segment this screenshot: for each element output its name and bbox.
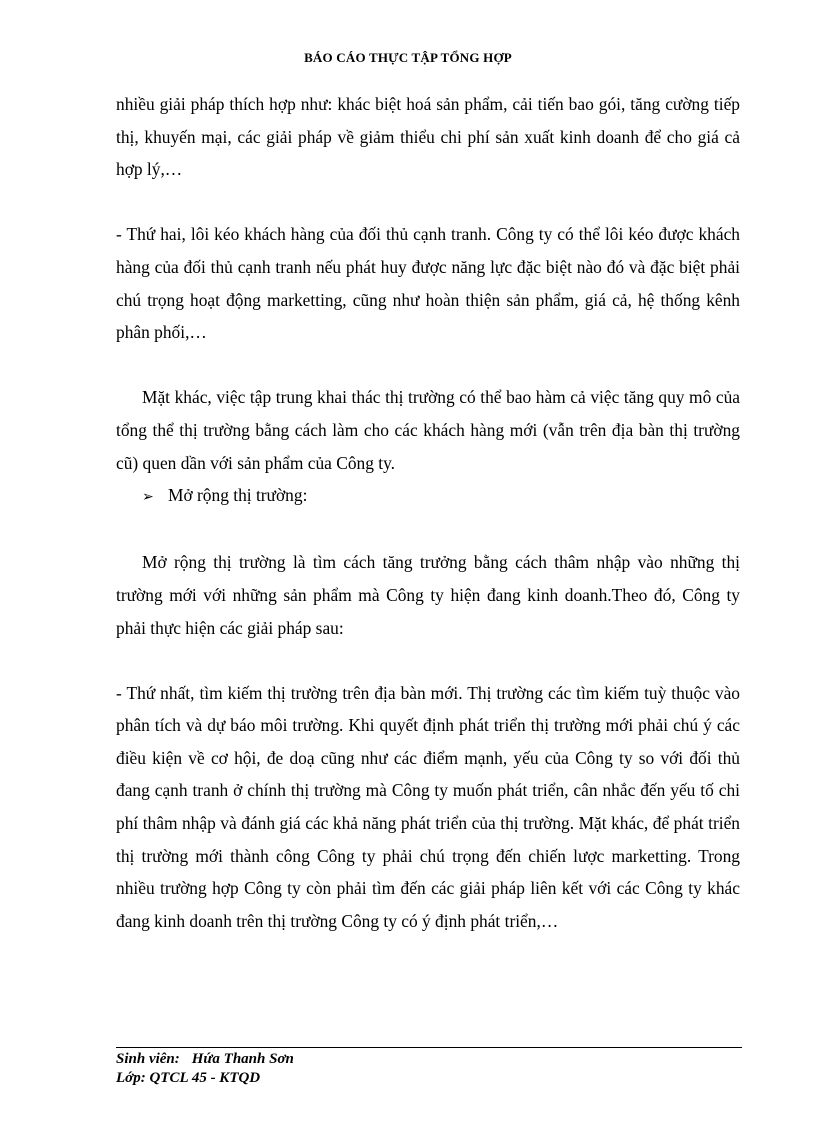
bullet-text: Mở rộng thị trường: [168,485,308,506]
paragraph-5: - Thứ nhất, tìm kiếm thị trường trên địa bàn mới. Thị trường các tìm kiếm tuỳ thuộc vào phân tích và dự báo môi trường. Khi quyết định phát triển thị trường mới phải chú ý các điều kiện về cơ hội, đe doạ cũng như các điểm mạnh, yếu của Công ty so với đối thủ đang cạnh tranh ở chính thị trường mà Công ty muốn phát triển, cân nhắc đến yếu tố chi phí thâm nhập và đánh giá các khả năng phát triển của thị trường. Mặt khác, để phát triển thị trường mới thành công Công ty phải chú trọng đến chiến lược marketting. Trong nhiều trường hợp Công ty còn phải tìm đến các giải pháp liên kết với các Công ty khác đang kinh doanh trên thị trường Công ty có ý định phát triển,… [116,682,740,931]
page-header: BÁO CÁO THỰC TẬP TỔNG HỢP [304,50,512,65]
class-line: Lớp: QTCL 45 - KTQD [116,1070,261,1086]
student-name: Hứa Thanh Sơn [191,1051,294,1067]
paragraph-1: nhiều giải pháp thích hợp như: khác biệt hoá sản phẩm, cải tiến bao gói, tăng cường tiếp thị, khuyến mại, các giải pháp về giảm thiểu chi phí sản xuất kinh doanh để cho giá cả hợp lý,… [116,94,740,180]
paragraph-3: Mặt khác, việc tập trung khai thác thị trường có thể bao hàm cả việc tăng quy mô của tổng thể thị trường bằng cách làm cho các khách hàng mới (vẫn trên địa bàn thị trường cũ) quen dần với sản phẩm của Công ty. [116,387,740,473]
arrow-bullet-icon: ➢ [142,489,154,506]
document-body [116,88,740,937]
paragraph-gap [116,644,740,677]
student-label: Sinh viên: [116,1051,180,1067]
paragraph-2: - Thứ hai, lôi kéo khách hàng của đối thủ cạnh tranh. Công ty có thể lôi kéo được khách hàng của đối thủ cạnh tranh nếu phát huy được năng lực đặc biệt nào đó và đặc biệt phải chú trọng hoạt động marketting, cũng như hoàn thiện sản phẩm, giá cả, hệ thống kênh phân phối,… [116,224,740,343]
bullet-item [116,479,740,514]
paragraph-gap [116,514,740,547]
paragraph-4: Mở rộng thị trường là tìm cách tăng trưởng bằng cách thâm nhập vào những thị trường mới với những sản phẩm mà Công ty hiện đang kinh doanh.Theo đó, Công ty phải thực hiện các giải pháp sau: [116,552,740,638]
student-line [116,1050,294,1069]
page-footer [116,1050,294,1088]
footer-divider [116,1047,742,1048]
paragraph-gap [116,349,740,382]
paragraph-gap [116,186,740,219]
